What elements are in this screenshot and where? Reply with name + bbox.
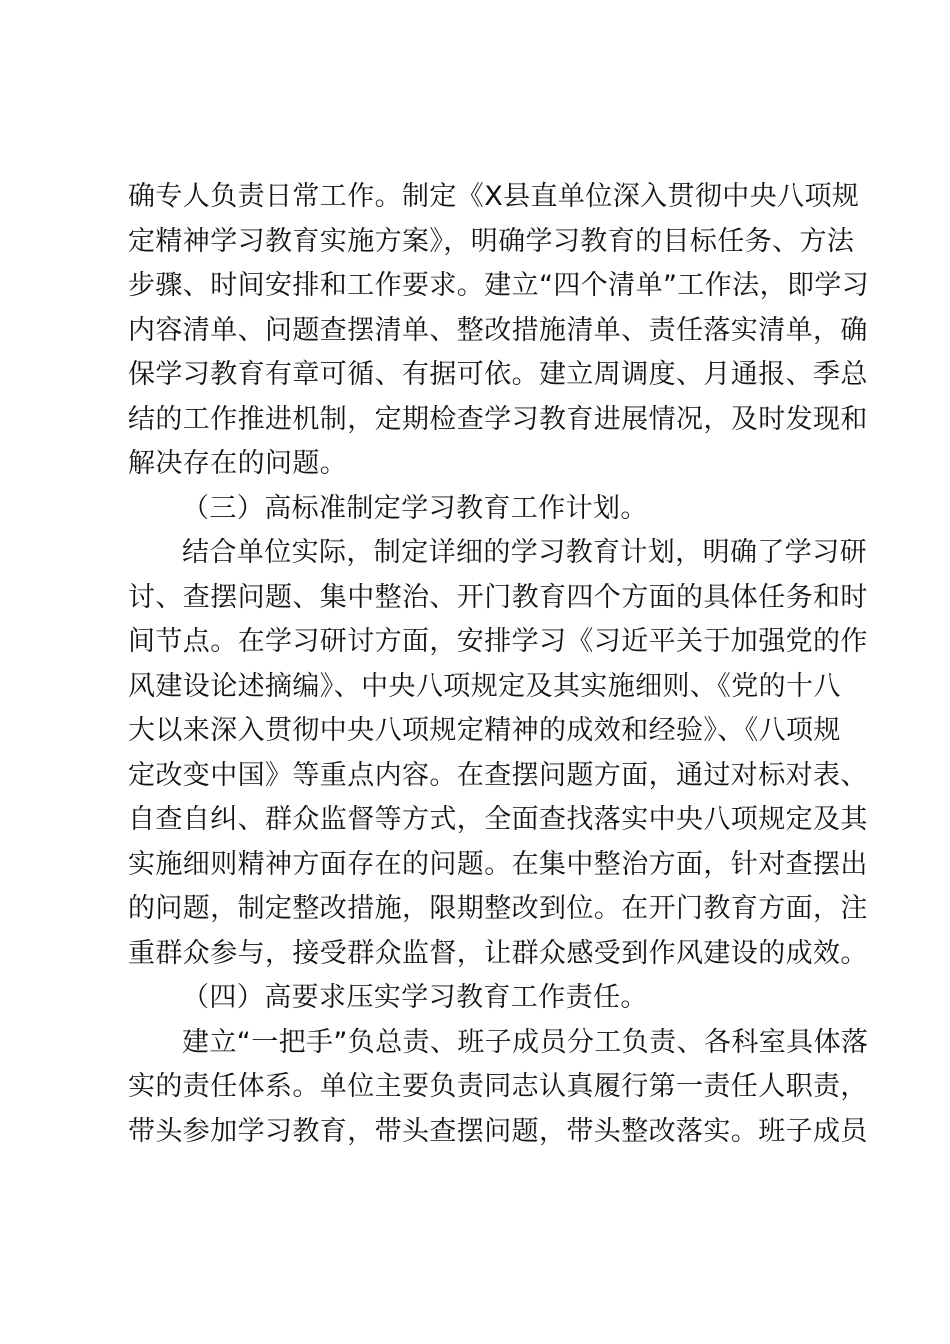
- text-line: 实施细则精神方面存在的问题。在集中整治方面，针对查摆出: [128, 848, 868, 880]
- text-line: 解决存在的问题。: [128, 448, 348, 479]
- text-line: 带头参加学习教育，带头查摆问题，带头整改落实。班子成员: [128, 1115, 868, 1147]
- section-heading-4: （四）高要求压实学习教育工作责任。: [182, 982, 648, 1013]
- text-line: 实的责任体系。单位主要负责同志认真履行第一责任人职责，: [128, 1071, 868, 1102]
- text-line: 重群众参与，接受群众监督，让群众感受到作风建设的成效。: [128, 937, 868, 969]
- text-line: 自查自纠、群众监督等方式，全面查找落实中央八项规定及其: [128, 804, 868, 835]
- text-line: 内容清单、问题查摆清单、整改措施清单、责任落实清单，确: [128, 314, 868, 346]
- text-line: 步骤、时间安排和工作要求。建立“四个清单”工作法，即学习: [128, 270, 870, 301]
- text-line: 的问题，制定整改措施，限期整改到位。在开门教育方面，注: [128, 893, 868, 924]
- text-line: 间节点。在学习研讨方面，安排学习《习近平关于加强党的作: [128, 626, 868, 657]
- text-line: 定改变中国》等重点内容。在查摆问题方面，通过对标对表、: [128, 759, 868, 791]
- text-line: 建立“一把手”负总责、班子成员分工负责、各科室具体落: [182, 1026, 869, 1058]
- section-heading-3: （三）高标准制定学习教育工作计划。: [182, 492, 648, 524]
- text-line: 讨、查摆问题、集中整治、开门教育四个方面的具体任务和时: [128, 581, 868, 613]
- text-line: 定精神学习教育实施方案》，明确学习教育的目标任务、方法: [128, 225, 855, 257]
- text-line: 风建设论述摘编》、中央八项规定及其实施细则、《党的十八: [128, 670, 841, 702]
- text-line: 结合单位实际，制定详细的学习教育计划，明确了学习研: [182, 537, 867, 568]
- text-line: 大以来深入贯彻中央八项规定精神的成效和经验》、《八项规: [128, 715, 841, 746]
- text-line: 结的工作推进机制，定期检查学习教育进展情况，及时发现和: [128, 403, 868, 435]
- text-line: 保学习教育有章可循、有据可依。建立周调度、月通报、季总: [128, 359, 868, 390]
- text-line: 确专人负责日常工作。制定《X县直单位深入贯彻中央八项规: [128, 181, 860, 212]
- document-body: [128, 175, 870, 1154]
